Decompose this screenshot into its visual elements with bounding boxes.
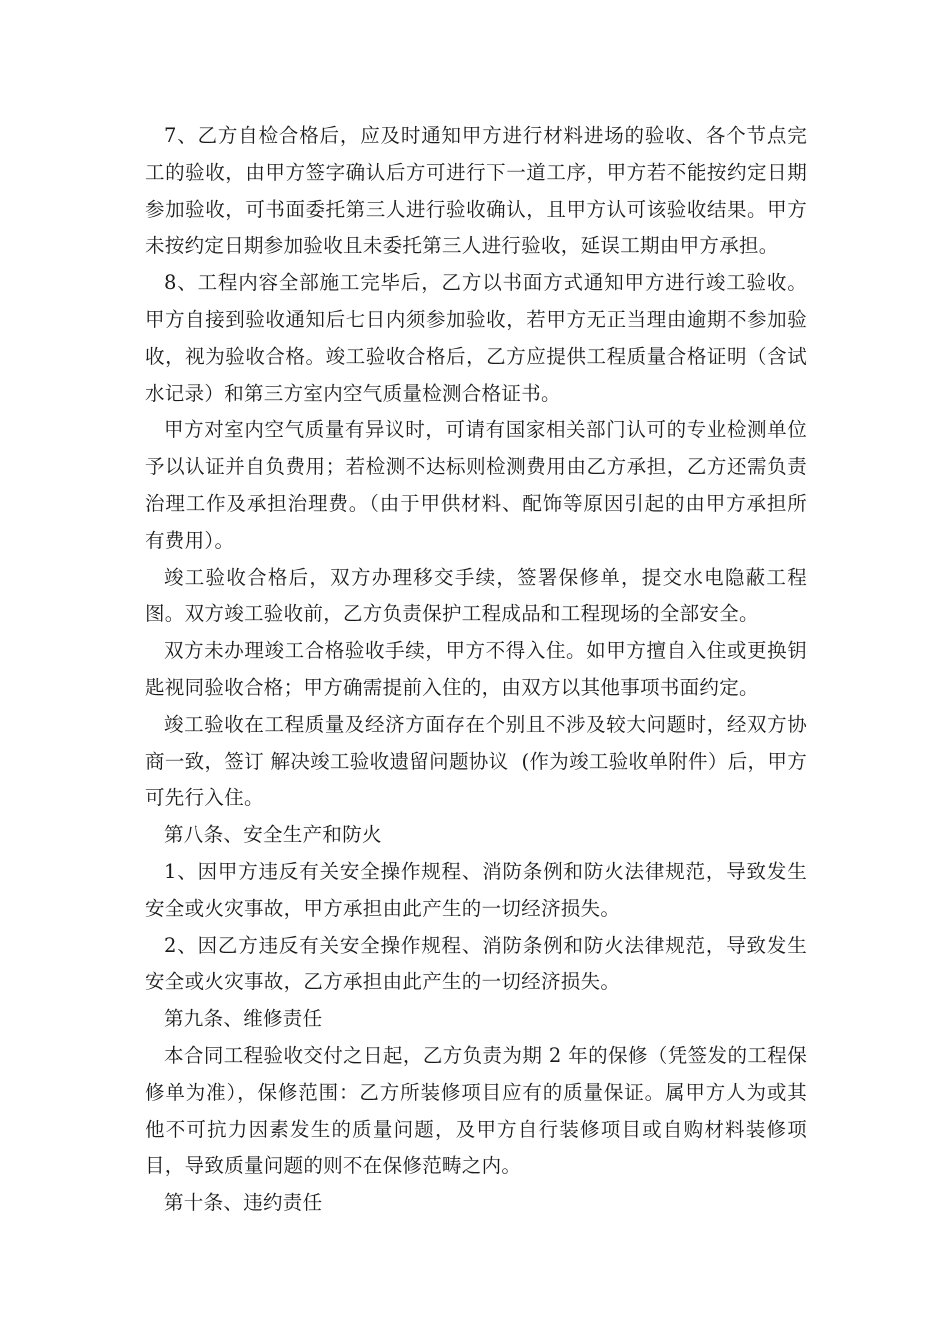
- article-8-item-2: 2、因乙方违反有关安全操作规程、消防条例和防火法律规范，导致发生安全或火灾事故，乙方承担由此产生的一切经济损失。: [145, 933, 807, 994]
- handover-paragraph: 竣工验收合格后，双方办理移交手续，签署保修单，提交水电隐蔽工程图。双方竣工验收前，乙方负责保护工程成品和工程现场的全部安全。: [145, 565, 807, 626]
- article-10-heading: 第十条、违约责任: [164, 1191, 323, 1215]
- air-quality-paragraph: 甲方对室内空气质量有异议时，可请有国家相关部门认可的专业检测单位予以认证并自负费用；若检测不达标则检测费用由乙方承担，乙方还需负责治理工作及承担治理费。（由于甲供材料、配饰等原因引起的由甲方承担所有费用）。: [145, 418, 807, 552]
- article-8-item-1: 1、因甲方违反有关安全操作规程、消防条例和防火法律规范，导致发生安全或火灾事故，甲方承担由此产生的一切经济损失。: [145, 859, 807, 920]
- warranty-paragraph: 本合同工程验收交付之日起，乙方负责为期 2 年的保修（凭签发的工程保修单为准），保修范围：乙方所装修项目应有的质量保证。属甲方人为或其他不可抗力因素发生的质量问题，及甲方自行装修项目或自购材料装修项目，导致质量问题的则不在保修范畴之内。: [145, 1043, 807, 1178]
- document-body: [145, 118, 807, 1222]
- clause-8-paragraph: 8、工程内容全部施工完毕后，乙方以书面方式通知甲方进行竣工验收。甲方自接到验收通知后七日内须参加验收，若甲方无正当理由逾期不参加验收，视为验收合格。竣工验收合格后，乙方应提供工程质量合格证明（含试水记录）和第三方室内空气质量检测合格证书。: [145, 271, 807, 405]
- move-in-paragraph: 双方未办理竣工合格验收手续，甲方不得入住。如甲方擅自入住或更换钥匙视同验收合格；甲方确需提前入住的，由双方以其他事项书面约定。: [145, 639, 807, 699]
- clause-7-paragraph: 7、乙方自检合格后，应及时通知甲方进行材料进场的验收、各个节点完工的验收，由甲方签字确认后方可进行下一道工序，甲方若不能按约定日期参加验收，可书面委托第三人进行验收确认，且甲方认可该验收结果。甲方未按约定日期参加验收且未委托第三人进行验收，延误工期由甲方承担。: [145, 124, 807, 258]
- article-8-heading: 第八条、安全生产和防火: [164, 823, 382, 847]
- article-9-heading: 第九条、维修责任: [164, 1007, 323, 1031]
- residual-issues-paragraph: 竣工验收在工程质量及经济方面存在个别且不涉及较大问题时，经双方协商一致，签订 解决竣工验收遗留问题协议 (作为竣工验收单附件）后，甲方可先行入住。: [145, 712, 807, 810]
